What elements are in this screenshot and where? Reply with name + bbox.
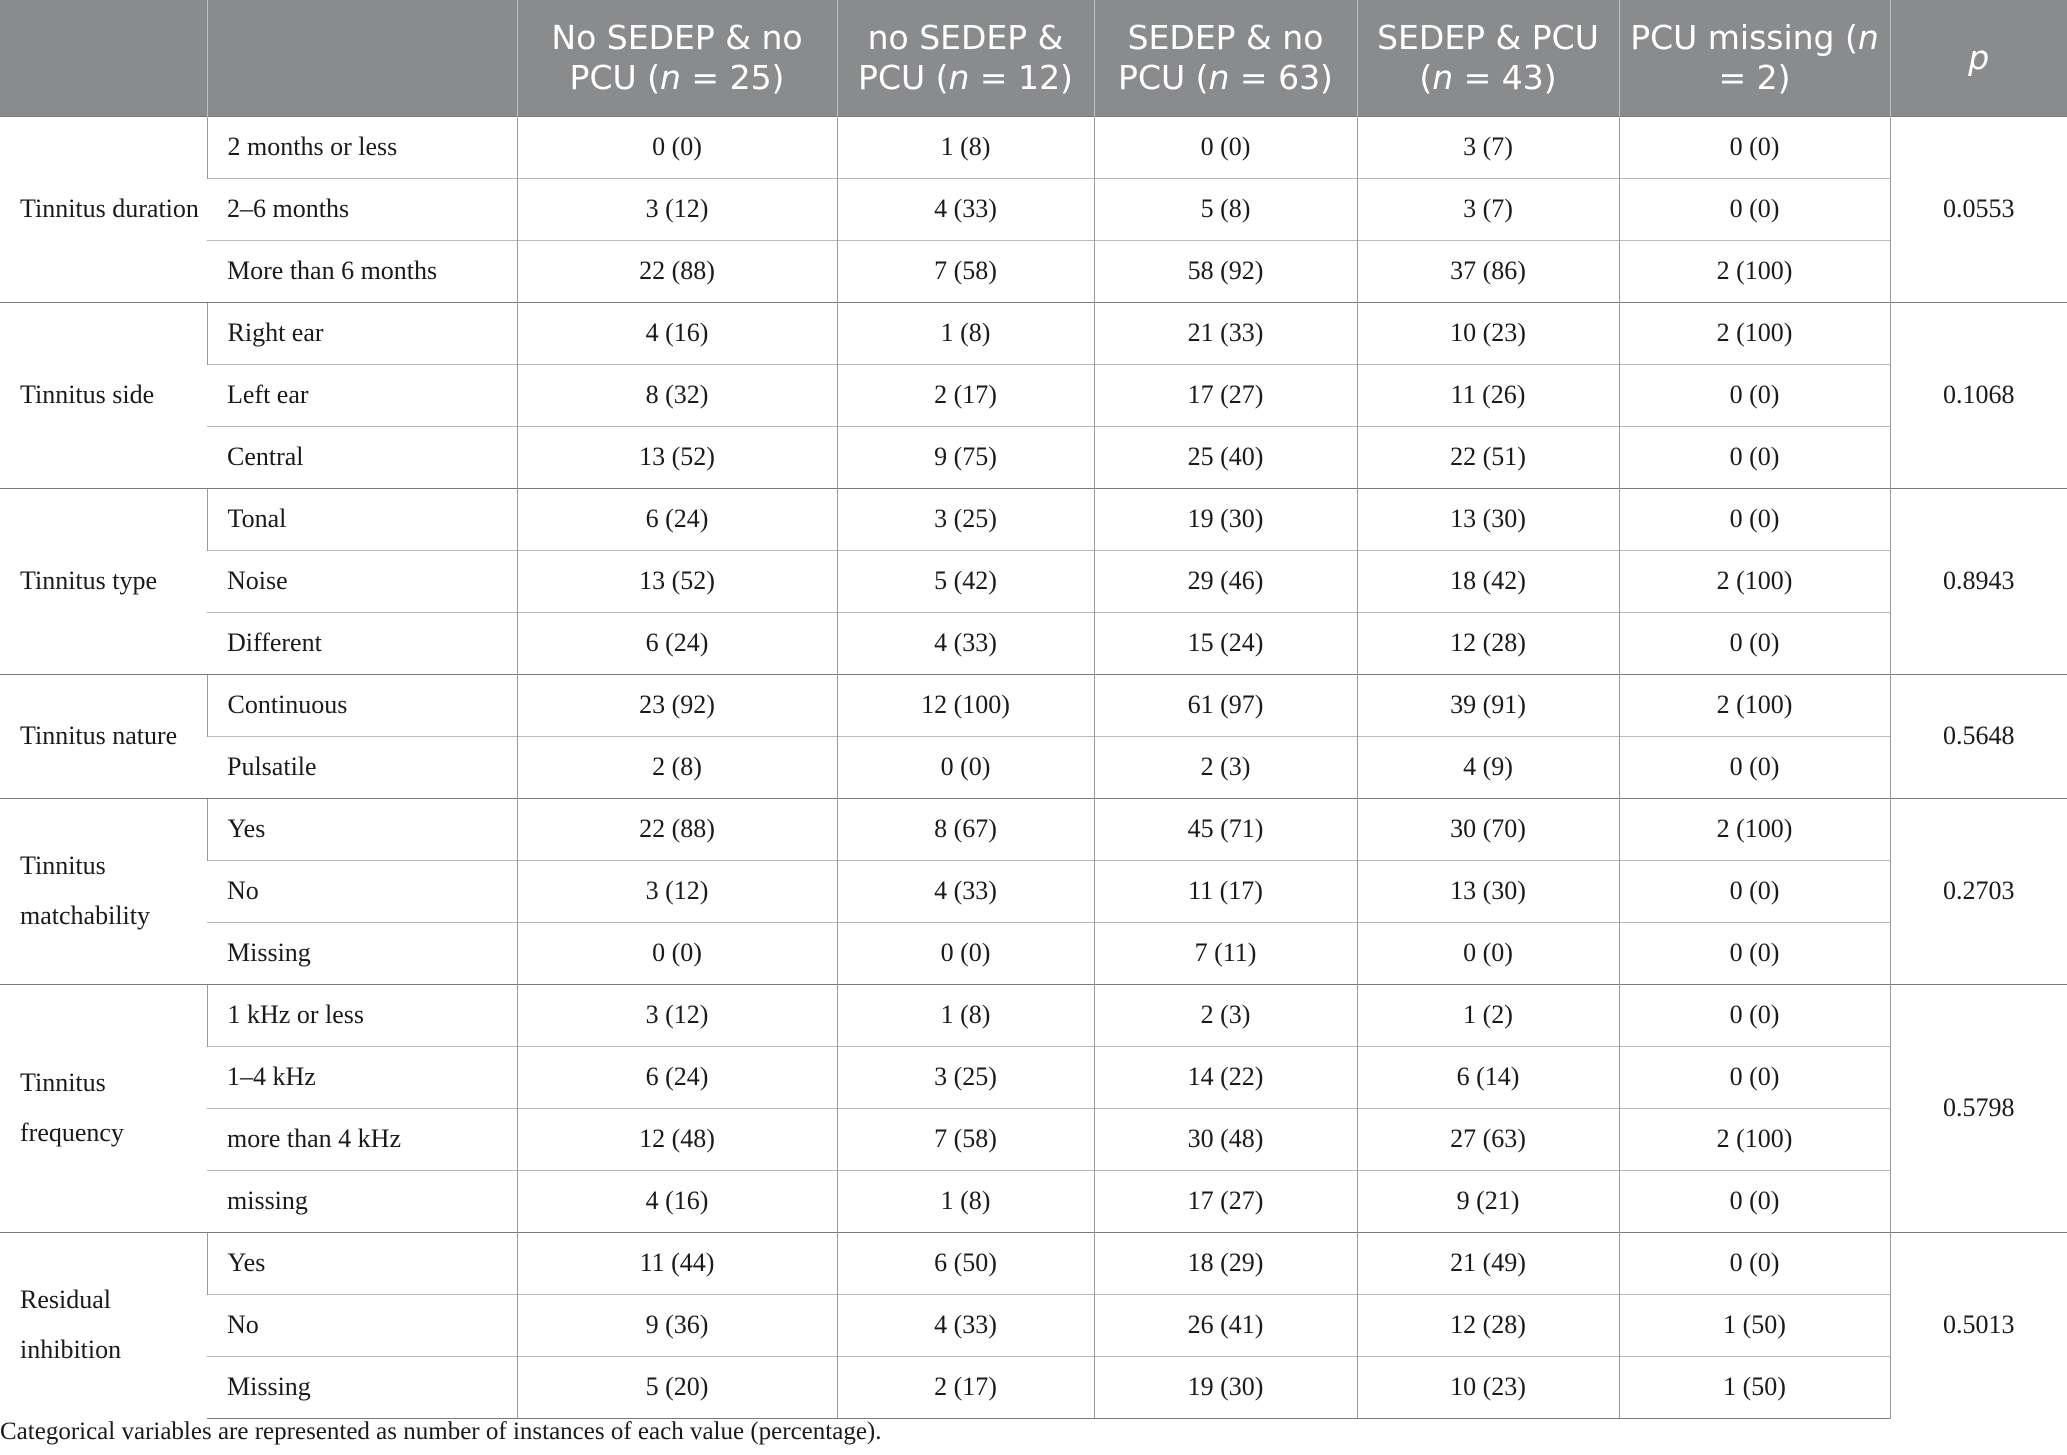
level-label: More than 6 months [207, 240, 517, 302]
value-cell: 2 (100) [1619, 674, 1890, 736]
header-count: = 2) [1718, 57, 1791, 97]
header-italic-symbol: n [660, 57, 681, 97]
p-value-cell: 0.5798 [1890, 984, 2067, 1232]
value-cell: 27 (63) [1357, 1108, 1619, 1170]
value-cell: 1 (50) [1619, 1356, 1890, 1418]
value-cell: 9 (75) [837, 426, 1094, 488]
value-cell: 0 (0) [1619, 984, 1890, 1046]
level-label: Tonal [207, 488, 517, 550]
value-cell: 0 (0) [837, 736, 1094, 798]
value-cell: 0 (0) [1619, 178, 1890, 240]
value-cell: 2 (3) [1094, 736, 1357, 798]
value-cell: 2 (17) [837, 364, 1094, 426]
value-cell: 2 (100) [1619, 550, 1890, 612]
value-cell: 2 (8) [517, 736, 837, 798]
value-cell: 10 (23) [1357, 302, 1619, 364]
value-cell: 26 (41) [1094, 1294, 1357, 1356]
table-row [0, 612, 2067, 674]
table-row [0, 1356, 2067, 1418]
value-cell: 0 (0) [1619, 488, 1890, 550]
value-cell: 4 (33) [837, 1294, 1094, 1356]
value-cell: 1 (2) [1357, 984, 1619, 1046]
value-cell: 5 (20) [517, 1356, 837, 1418]
level-label: 2–6 months [207, 178, 517, 240]
value-cell: 18 (29) [1094, 1232, 1357, 1294]
value-cell: 0 (0) [1619, 1046, 1890, 1108]
value-cell: 0 (0) [1619, 426, 1890, 488]
value-cell: 11 (17) [1094, 860, 1357, 922]
value-cell: 2 (100) [1619, 1108, 1890, 1170]
value-cell: 14 (22) [1094, 1046, 1357, 1108]
value-cell: 22 (51) [1357, 426, 1619, 488]
value-cell: 8 (67) [837, 798, 1094, 860]
table-body [0, 116, 2067, 1418]
header-text: no SEDEP & PCU ( [858, 17, 1064, 97]
table-row [0, 798, 2067, 860]
group-label: Tinnitus frequency [0, 984, 207, 1232]
value-cell: 4 (33) [837, 178, 1094, 240]
value-cell: 3 (25) [837, 488, 1094, 550]
value-cell: 0 (0) [1619, 860, 1890, 922]
value-cell: 6 (24) [517, 1046, 837, 1108]
value-cell: 0 (0) [1357, 922, 1619, 984]
table-row [0, 302, 2067, 364]
table-row [0, 922, 2067, 984]
header-count: = 12) [969, 57, 1073, 97]
header-row [0, 0, 2067, 116]
header-count: = 63) [1229, 57, 1333, 97]
value-cell: 2 (100) [1619, 240, 1890, 302]
value-cell: 7 (58) [837, 1108, 1094, 1170]
value-cell: 22 (88) [517, 798, 837, 860]
value-cell: 4 (9) [1357, 736, 1619, 798]
table-row [0, 736, 2067, 798]
value-cell: 39 (91) [1357, 674, 1619, 736]
header-italic-symbol: n [1857, 17, 1879, 57]
value-cell: 0 (0) [1619, 922, 1890, 984]
table-row [0, 1294, 2067, 1356]
value-cell: 0 (0) [837, 922, 1094, 984]
value-cell: 12 (100) [837, 674, 1094, 736]
level-label: missing [207, 1170, 517, 1232]
value-cell: 2 (3) [1094, 984, 1357, 1046]
value-cell: 1 (8) [837, 984, 1094, 1046]
header-text: SEDEP & no PCU ( [1118, 17, 1324, 97]
header-text: No SEDEP & no PCU ( [551, 17, 803, 97]
value-cell: 19 (30) [1094, 488, 1357, 550]
table-row [0, 860, 2067, 922]
value-cell: 13 (30) [1357, 488, 1619, 550]
value-cell: 3 (7) [1357, 116, 1619, 178]
level-label: Left ear [207, 364, 517, 426]
header-empty-level [207, 0, 517, 116]
value-cell: 4 (33) [837, 612, 1094, 674]
value-cell: 12 (48) [517, 1108, 837, 1170]
value-cell: 3 (12) [517, 178, 837, 240]
value-cell: 45 (71) [1094, 798, 1357, 860]
group-label: Tinnitus duration [0, 116, 207, 302]
level-label: Missing [207, 1356, 517, 1418]
table-row [0, 550, 2067, 612]
value-cell: 58 (92) [1094, 240, 1357, 302]
value-cell: 0 (0) [1619, 1170, 1890, 1232]
value-cell: 29 (46) [1094, 550, 1357, 612]
value-cell: 15 (24) [1094, 612, 1357, 674]
header-group-4 [1357, 0, 1619, 116]
value-cell: 0 (0) [1619, 612, 1890, 674]
table-row [0, 984, 2067, 1046]
level-label: No [207, 860, 517, 922]
header-italic-symbol: n [948, 57, 970, 97]
header-group-3 [1094, 0, 1357, 116]
value-cell: 21 (33) [1094, 302, 1357, 364]
header-group-1 [517, 0, 837, 116]
value-cell: 6 (24) [517, 488, 837, 550]
value-cell: 1 (8) [837, 302, 1094, 364]
value-cell: 3 (12) [517, 860, 837, 922]
level-label: Yes [207, 798, 517, 860]
value-cell: 13 (52) [517, 426, 837, 488]
p-value-cell: 0.5013 [1890, 1232, 2067, 1418]
level-label: Right ear [207, 302, 517, 364]
p-value-cell: 0.2703 [1890, 798, 2067, 984]
value-cell: 6 (14) [1357, 1046, 1619, 1108]
table-row [0, 1232, 2067, 1294]
value-cell: 19 (30) [1094, 1356, 1357, 1418]
p-value-cell: 0.1068 [1890, 302, 2067, 488]
value-cell: 0 (0) [1094, 116, 1357, 178]
value-cell: 10 (23) [1357, 1356, 1619, 1418]
header-text: PCU missing ( [1630, 17, 1858, 57]
level-label: Pulsatile [207, 736, 517, 798]
value-cell: 0 (0) [1619, 1232, 1890, 1294]
value-cell: 9 (36) [517, 1294, 837, 1356]
level-label: Yes [207, 1232, 517, 1294]
value-cell: 13 (52) [517, 550, 837, 612]
value-cell: 9 (21) [1357, 1170, 1619, 1232]
value-cell: 1 (8) [837, 1170, 1094, 1232]
level-label: Different [207, 612, 517, 674]
value-cell: 4 (16) [517, 1170, 837, 1232]
p-value-cell: 0.8943 [1890, 488, 2067, 674]
value-cell: 30 (48) [1094, 1108, 1357, 1170]
group-label: Residual inhibition [0, 1232, 207, 1418]
level-label: 1–4 kHz [207, 1046, 517, 1108]
value-cell: 3 (25) [837, 1046, 1094, 1108]
value-cell: 6 (50) [837, 1232, 1094, 1294]
value-cell: 11 (26) [1357, 364, 1619, 426]
group-label: Tinnitus side [0, 302, 207, 488]
value-cell: 18 (42) [1357, 550, 1619, 612]
header-italic-symbol: p [1968, 37, 1990, 77]
value-cell: 0 (0) [517, 116, 837, 178]
table-row [0, 1046, 2067, 1108]
table-row [0, 1108, 2067, 1170]
table-row [0, 116, 2067, 178]
value-cell: 1 (50) [1619, 1294, 1890, 1356]
value-cell: 0 (0) [1619, 116, 1890, 178]
value-cell: 3 (12) [517, 984, 837, 1046]
p-value-cell: 0.0553 [1890, 116, 2067, 302]
value-cell: 12 (28) [1357, 1294, 1619, 1356]
header-p-value [1890, 0, 2067, 116]
table-footnote: Categorical variables are represented as number of instances of each value (percentage). [0, 1418, 882, 1445]
value-cell: 12 (28) [1357, 612, 1619, 674]
value-cell: 2 (100) [1619, 302, 1890, 364]
header-italic-symbol: n [1432, 57, 1454, 97]
value-cell: 0 (0) [1619, 736, 1890, 798]
table-row [0, 1170, 2067, 1232]
value-cell: 17 (27) [1094, 364, 1357, 426]
table-header [0, 0, 2067, 116]
value-cell: 2 (17) [837, 1356, 1094, 1418]
header-group-2 [837, 0, 1094, 116]
table-row [0, 674, 2067, 736]
table-row [0, 178, 2067, 240]
value-cell: 13 (30) [1357, 860, 1619, 922]
level-label: Central [207, 426, 517, 488]
table-row [0, 240, 2067, 302]
group-label: Tinnitus nature [0, 674, 207, 798]
table-row [0, 426, 2067, 488]
value-cell: 7 (58) [837, 240, 1094, 302]
header-count: = 25) [680, 57, 785, 97]
group-label: Tinnitus matchability [0, 798, 207, 984]
level-label: more than 4 kHz [207, 1108, 517, 1170]
value-cell: 25 (40) [1094, 426, 1357, 488]
value-cell: 23 (92) [517, 674, 837, 736]
header-empty-group [0, 0, 207, 116]
value-cell: 22 (88) [517, 240, 837, 302]
p-value-cell: 0.5648 [1890, 674, 2067, 798]
level-label: 2 months or less [207, 116, 517, 178]
level-label: Noise [207, 550, 517, 612]
group-label: Tinnitus type [0, 488, 207, 674]
value-cell: 5 (42) [837, 550, 1094, 612]
value-cell: 11 (44) [517, 1232, 837, 1294]
level-label: Continuous [207, 674, 517, 736]
value-cell: 6 (24) [517, 612, 837, 674]
value-cell: 61 (97) [1094, 674, 1357, 736]
value-cell: 3 (7) [1357, 178, 1619, 240]
value-cell: 4 (33) [837, 860, 1094, 922]
level-label: 1 kHz or less [207, 984, 517, 1046]
header-group-5 [1619, 0, 1890, 116]
level-label: No [207, 1294, 517, 1356]
header-text: SEDEP & PCU ( [1377, 17, 1599, 97]
value-cell: 4 (16) [517, 302, 837, 364]
value-cell: 0 (0) [1619, 364, 1890, 426]
value-cell: 5 (8) [1094, 178, 1357, 240]
value-cell: 21 (49) [1357, 1232, 1619, 1294]
value-cell: 37 (86) [1357, 240, 1619, 302]
header-italic-symbol: n [1208, 57, 1230, 97]
value-cell: 30 (70) [1357, 798, 1619, 860]
value-cell: 1 (8) [837, 116, 1094, 178]
value-cell: 8 (32) [517, 364, 837, 426]
value-cell: 0 (0) [517, 922, 837, 984]
table-row [0, 488, 2067, 550]
value-cell: 2 (100) [1619, 798, 1890, 860]
value-cell: 7 (11) [1094, 922, 1357, 984]
header-count: = 43) [1453, 57, 1557, 97]
value-cell: 17 (27) [1094, 1170, 1357, 1232]
table-row [0, 364, 2067, 426]
level-label: Missing [207, 922, 517, 984]
